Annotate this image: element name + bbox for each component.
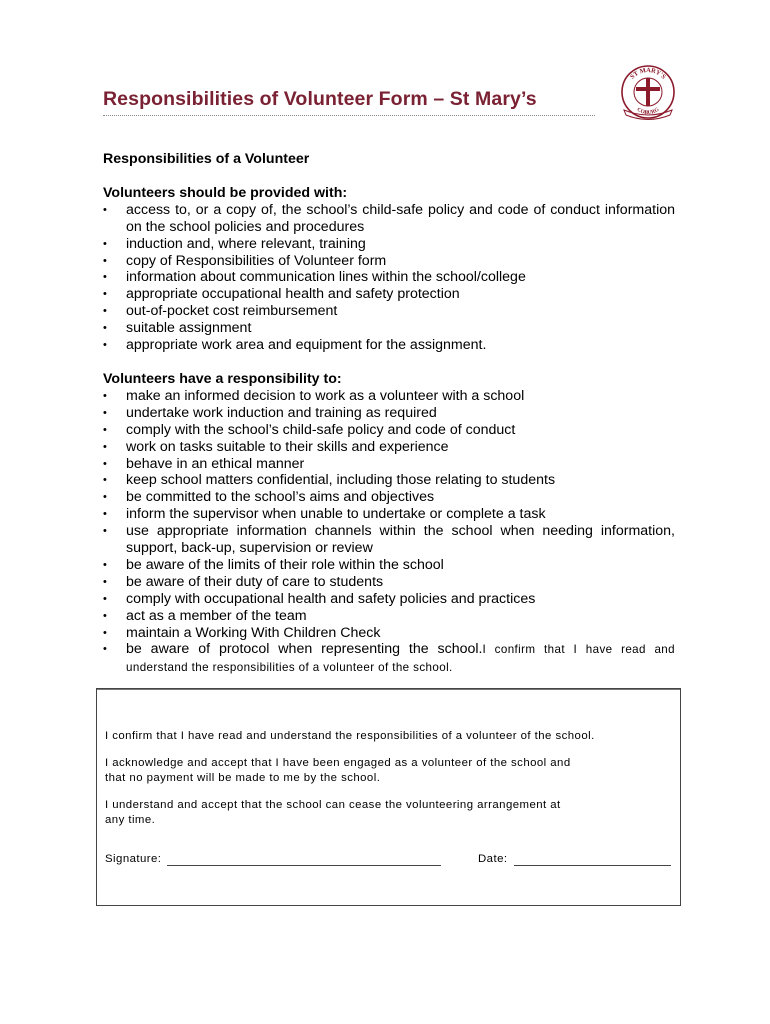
list-item-text: work on tasks suitable to their skills and experience xyxy=(126,438,449,455)
list-item-text: be aware of protocol when representing the school. xyxy=(126,641,483,658)
list-item-text: appropriate occupational health and safety protection xyxy=(126,286,460,303)
bullet-icon: • xyxy=(103,575,107,588)
bullet-icon: • xyxy=(103,508,107,521)
document-title: Responsibilities of Volunteer Form – St Mary’s xyxy=(103,88,537,110)
section-title: Responsibilities of a Volunteer xyxy=(103,151,310,167)
title-divider xyxy=(103,115,595,116)
list-item-text: induction and, where relevant, training xyxy=(126,235,366,252)
bullet-icon: • xyxy=(103,271,107,284)
responsibility-list-item xyxy=(103,489,675,506)
provided-list-item xyxy=(103,303,675,320)
responsibilities-content xyxy=(103,151,675,677)
responsibility-list-item xyxy=(103,557,675,574)
bullet-icon: • xyxy=(103,609,107,622)
cease-statement-line1: I understand and accept that the school can cease the volunteering arrangement at xyxy=(105,799,561,811)
signature-label: Signature: xyxy=(105,853,162,865)
provided-list-item xyxy=(103,320,675,337)
date-field[interactable] xyxy=(514,865,671,866)
responsibility-list-item xyxy=(103,625,675,642)
bullet-icon: • xyxy=(103,288,107,301)
acknowledge-statement-line1: I acknowledge and accept that I have been engaged as a volunteer of the school and xyxy=(105,757,571,769)
bullet-icon: • xyxy=(103,474,107,487)
list-item-text: maintain a Working With Children Check xyxy=(126,624,381,641)
provided-heading: Volunteers should be provided with: xyxy=(103,184,348,201)
provided-list-item xyxy=(103,236,675,253)
responsibility-list-item xyxy=(103,574,675,591)
responsibility-list-item xyxy=(103,608,675,625)
bullet-icon: • xyxy=(103,237,107,250)
bullet-icon: • xyxy=(103,457,107,470)
responsibility-list-item xyxy=(103,591,675,608)
svg-text:COBURG: COBURG xyxy=(635,106,661,117)
responsibility-list-item xyxy=(103,456,675,473)
confirm-statement: I confirm that I have read and understand the responsibilities of a volunteer of the school. xyxy=(105,730,595,742)
list-item-text: act as a member of the team xyxy=(126,607,307,624)
document-header xyxy=(103,88,595,111)
school-crest-logo xyxy=(616,62,680,124)
box-top-rule xyxy=(97,689,680,690)
responsibility-heading: Volunteers have a responsibility to: xyxy=(103,370,342,387)
list-item-text: access to, or a copy of, the school’s child-safe policy and code of conduct information on the school policies and procedures xyxy=(126,201,675,235)
inline-confirm-text: I confirm that I have read and understand the responsibilities of a volunteer of the school. xyxy=(126,643,675,675)
bullet-icon: • xyxy=(103,423,107,436)
list-item-text: undertake work induction and training as required xyxy=(126,404,437,421)
responsibility-list-item xyxy=(103,439,675,456)
svg-text:ST MARY'S: ST MARY'S xyxy=(629,66,667,81)
bullet-icon: • xyxy=(103,626,107,639)
bullet-icon: • xyxy=(103,643,107,656)
provided-list-item xyxy=(103,202,675,236)
bullet-icon: • xyxy=(103,389,107,402)
bullet-icon: • xyxy=(103,339,107,352)
list-item-text: information about communication lines within the school/college xyxy=(126,269,526,286)
list-item-text: be aware of their duty of care to students xyxy=(126,573,384,590)
cease-statement-line2: any time. xyxy=(105,814,156,826)
bullet-icon: • xyxy=(103,203,107,216)
list-item-text: keep school matters confidential, including those relating to students xyxy=(126,472,556,489)
responsibility-list-item xyxy=(103,388,675,405)
list-item-text: behave in an ethical manner xyxy=(126,455,305,472)
responsibility-list-item xyxy=(103,472,675,489)
provided-list-item xyxy=(103,253,675,270)
responsibility-list-item xyxy=(103,523,675,557)
bullet-icon: • xyxy=(103,525,107,538)
list-item-text: be aware of the limits of their role within the school xyxy=(126,556,444,573)
list-item-text: comply with occupational health and safety policies and practices xyxy=(126,590,536,607)
bullet-icon: • xyxy=(103,322,107,335)
list-item-text: appropriate work area and equipment for the assignment. xyxy=(126,337,487,354)
responsibility-list-item xyxy=(103,506,675,523)
list-item-text: make an informed decision to work as a volunteer with a school xyxy=(126,387,525,404)
provided-list-item xyxy=(103,337,675,354)
list-item-text: be committed to the school’s aims and objectives xyxy=(126,489,435,506)
list-item-text: copy of Responsibilities of Volunteer form xyxy=(126,252,387,269)
list-item-text: use appropriate information channels within the school when needing information, support, back-up, supervision or review xyxy=(126,523,675,557)
list-item-text: comply with the school’s child-safe policy and code of conduct xyxy=(126,421,516,438)
bullet-icon: • xyxy=(103,440,107,453)
signature-field[interactable] xyxy=(167,865,441,866)
bullet-icon: • xyxy=(103,406,107,419)
provided-list-item xyxy=(103,286,675,303)
bullet-icon: • xyxy=(103,254,107,267)
responsibility-list-item-last xyxy=(103,641,675,677)
list-item-text: out-of-pocket cost reimbursement xyxy=(126,303,338,320)
provided-list-item xyxy=(103,269,675,286)
responsibility-list-item xyxy=(103,422,675,439)
responsibility-list xyxy=(103,388,675,677)
list-item-text: suitable assignment xyxy=(126,320,252,337)
bullet-icon: • xyxy=(103,491,107,504)
bullet-icon: • xyxy=(103,305,107,318)
list-item-text: inform the supervisor when unable to undertake or complete a task xyxy=(126,506,546,523)
provided-list xyxy=(103,202,675,354)
declaration-box xyxy=(96,688,681,906)
bullet-icon: • xyxy=(103,558,107,571)
bullet-icon: • xyxy=(103,592,107,605)
date-label: Date: xyxy=(478,853,508,865)
responsibility-list-item xyxy=(103,405,675,422)
acknowledge-statement-line2: that no payment will be made to me by the school. xyxy=(105,772,381,784)
